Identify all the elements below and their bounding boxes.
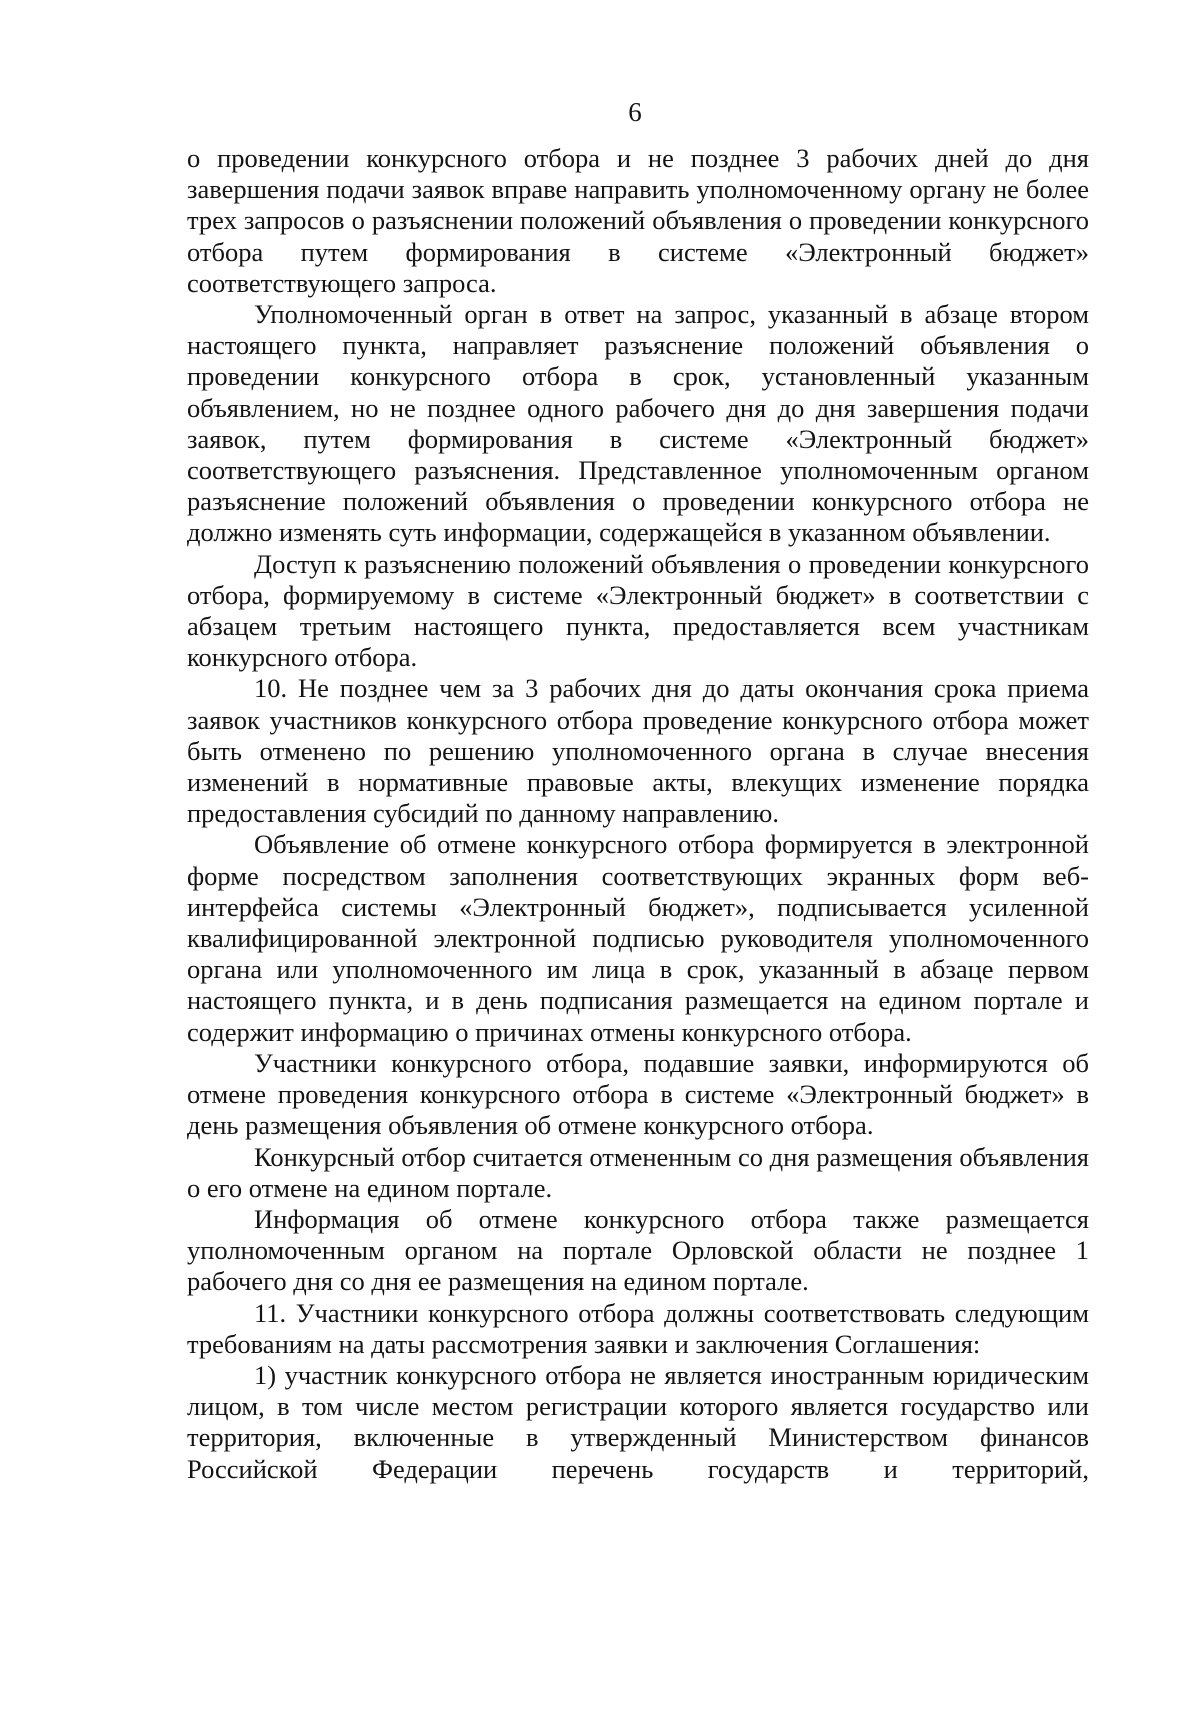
- paragraph: Объявление об отмене конкурсного отбора формируется в электронной форме посредством заполнения соответствующих экранных форм веб-интерфейса системы «Электронный бюджет», подписывается усиленной квалифицированной электронной подписью руководителя уполномоченного органа или уполномоченного им лица в срок, указанный в абзаце первом настоящего пункта, и в день подписания размещается на едином портале и содержит информацию о причинах отмены конкурсного отбора.: [187, 829, 1089, 1047]
- paragraph-item-11: 11. Участники конкурсного отбора должны соответствовать следующим требованиям на даты рассмотрения заявки и заключения Соглашения:: [187, 1297, 1089, 1359]
- paragraph: Доступ к разъяснению положений объявления о проведении конкурсного отбора, формируемому в системе «Электронный бюджет» в соответствии с абзацем третьим настоящего пункта, предоставляется всем участникам конкурсного отбора.: [187, 548, 1089, 673]
- paragraph-continuation: о проведении конкурсного отбора и не позднее 3 рабочих дней до дня завершения подачи заявок вправе направить уполномоченному органу не более трех запросов о разъяснении положений объявления о проведении конкурсного отбора путем формирования в системе «Электронный бюджет» соответствующего запроса.: [187, 143, 1089, 298]
- paragraph: Уполномоченный орган в ответ на запрос, указанный в абзаце втором настоящего пункта, направляет разъяснение положений объявления о проведении конкурсного отбора в срок, установленный указанным объявлением, но не позднее одного рабочего дня до дня завершения подачи заявок, путем формирования в системе «Электронный бюджет» соответствующего разъяснения. Представленное уполномоченным органом разъяснение положений объявления о проведении конкурсного отбора не должно изменять суть информации, содержащейся в указанном объявлении.: [187, 299, 1089, 548]
- paragraph: Конкурсный отбор считается отмененным со дня размещения объявления о его отмене на едином портале.: [187, 1141, 1089, 1203]
- paragraph-subitem-1: 1) участник конкурсного отбора не является иностранным юридическим лицом, в том числе местом регистрации которого является государство или территория, включенные в утвержденный Министерством финансов Российской Федерации перечень государств и территорий,: [187, 1359, 1089, 1484]
- paragraph: Информация об отмене конкурсного отбора также размещается уполномоченным органом на портале Орловской области не позднее 1 рабочего дня со дня ее размещения на едином портале.: [187, 1203, 1089, 1297]
- page-number: 6: [628, 97, 642, 127]
- paragraph: Участники конкурсного отбора, подавшие заявки, информируются об отмене проведения конкурсного отбора в системе «Электронный бюджет» в день размещения объявления об отмене конкурсного отбора.: [187, 1047, 1089, 1141]
- paragraph-item-10: 10. Не позднее чем за 3 рабочих дня до даты окончания срока приема заявок участников конкурсного отбора проведение конкурсного отбора может быть отменено по решению уполномоченного органа в случае внесения изменений в нормативные правовые акты, влекущих изменение порядка предоставления субсидий по данному направлению.: [187, 673, 1089, 829]
- document-body: [187, 143, 1089, 1485]
